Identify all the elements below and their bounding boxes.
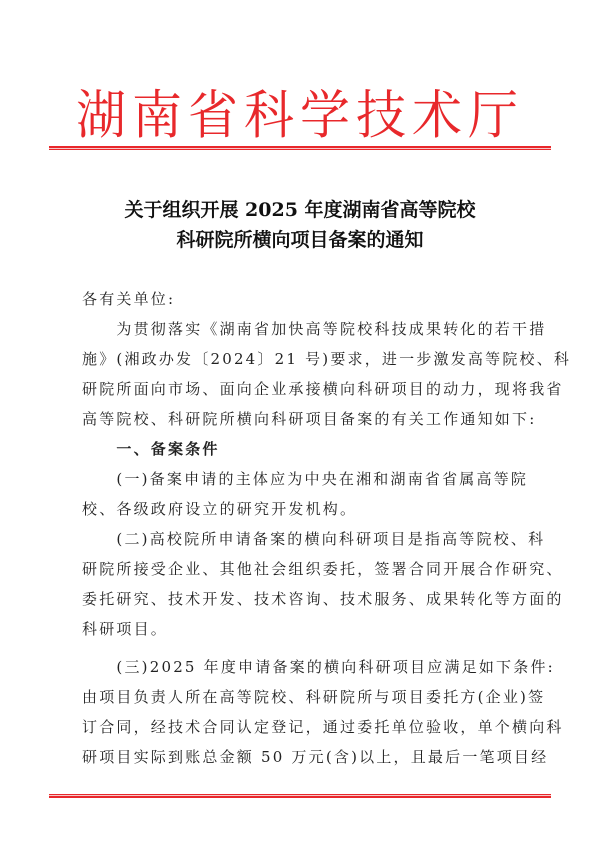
footer-divider: [49, 794, 551, 798]
paragraph-line: 校、各级政府设立的研究开发机构。: [82, 500, 358, 518]
paragraph-line: 研项目实际到账总金额 50 万元(含)以上，且最后一笔项目经: [82, 748, 549, 766]
paragraph-line: 科研项目。: [82, 620, 169, 638]
paragraph-line: (三)2025 年度申请备案的横向科研项目应满足如下条件:: [82, 658, 555, 676]
paragraph-line: 为贯彻落实《湖南省加快高等院校科技成果转化的若干措: [82, 320, 547, 338]
paragraph-line: 订合同，经技术合同认定登记，通过委托单位验收，单个横向科: [82, 718, 564, 736]
paragraph-line: (一)备案申请的主体应为中央在湘和湖南省省属高等院: [82, 470, 529, 488]
paragraph-line: 委托研究、技术开发、技术咨询、技术服务、成果转化等方面的: [82, 590, 564, 608]
paragraph-line: (二)高校院所申请备案的横向科研项目是指高等院校、科: [82, 530, 546, 548]
paragraph-line: 由项目负责人所在高等院校、科研院所与项目委托方(企业)签: [82, 688, 546, 706]
section-heading: 一、备案条件: [82, 440, 220, 458]
paragraph-line: 高等院校、科研院所横向科研项目备案的有关工作通知如下:: [82, 410, 537, 428]
document-title-line-1: 关于组织开展 2025 年度湖南省高等院校: [124, 199, 476, 221]
paragraph-line: 研院所面向市场、面向企业承接横向科研项目的动力，现将我省: [82, 380, 564, 398]
salutation: 各有关单位:: [82, 290, 176, 308]
issuer-masthead: 湖南省科学技术厅: [76, 84, 524, 146]
paragraph-line: 施》(湘政办发〔2024〕21 号)要求，进一步激发高等院校、科: [82, 350, 572, 368]
paragraph-line: 研院所接受企业、其他社会组织委托，签署合同开展合作研究、: [82, 560, 564, 578]
document-title-line-2: 科研院所横向项目备案的通知: [176, 229, 424, 251]
header-divider: [49, 146, 551, 150]
